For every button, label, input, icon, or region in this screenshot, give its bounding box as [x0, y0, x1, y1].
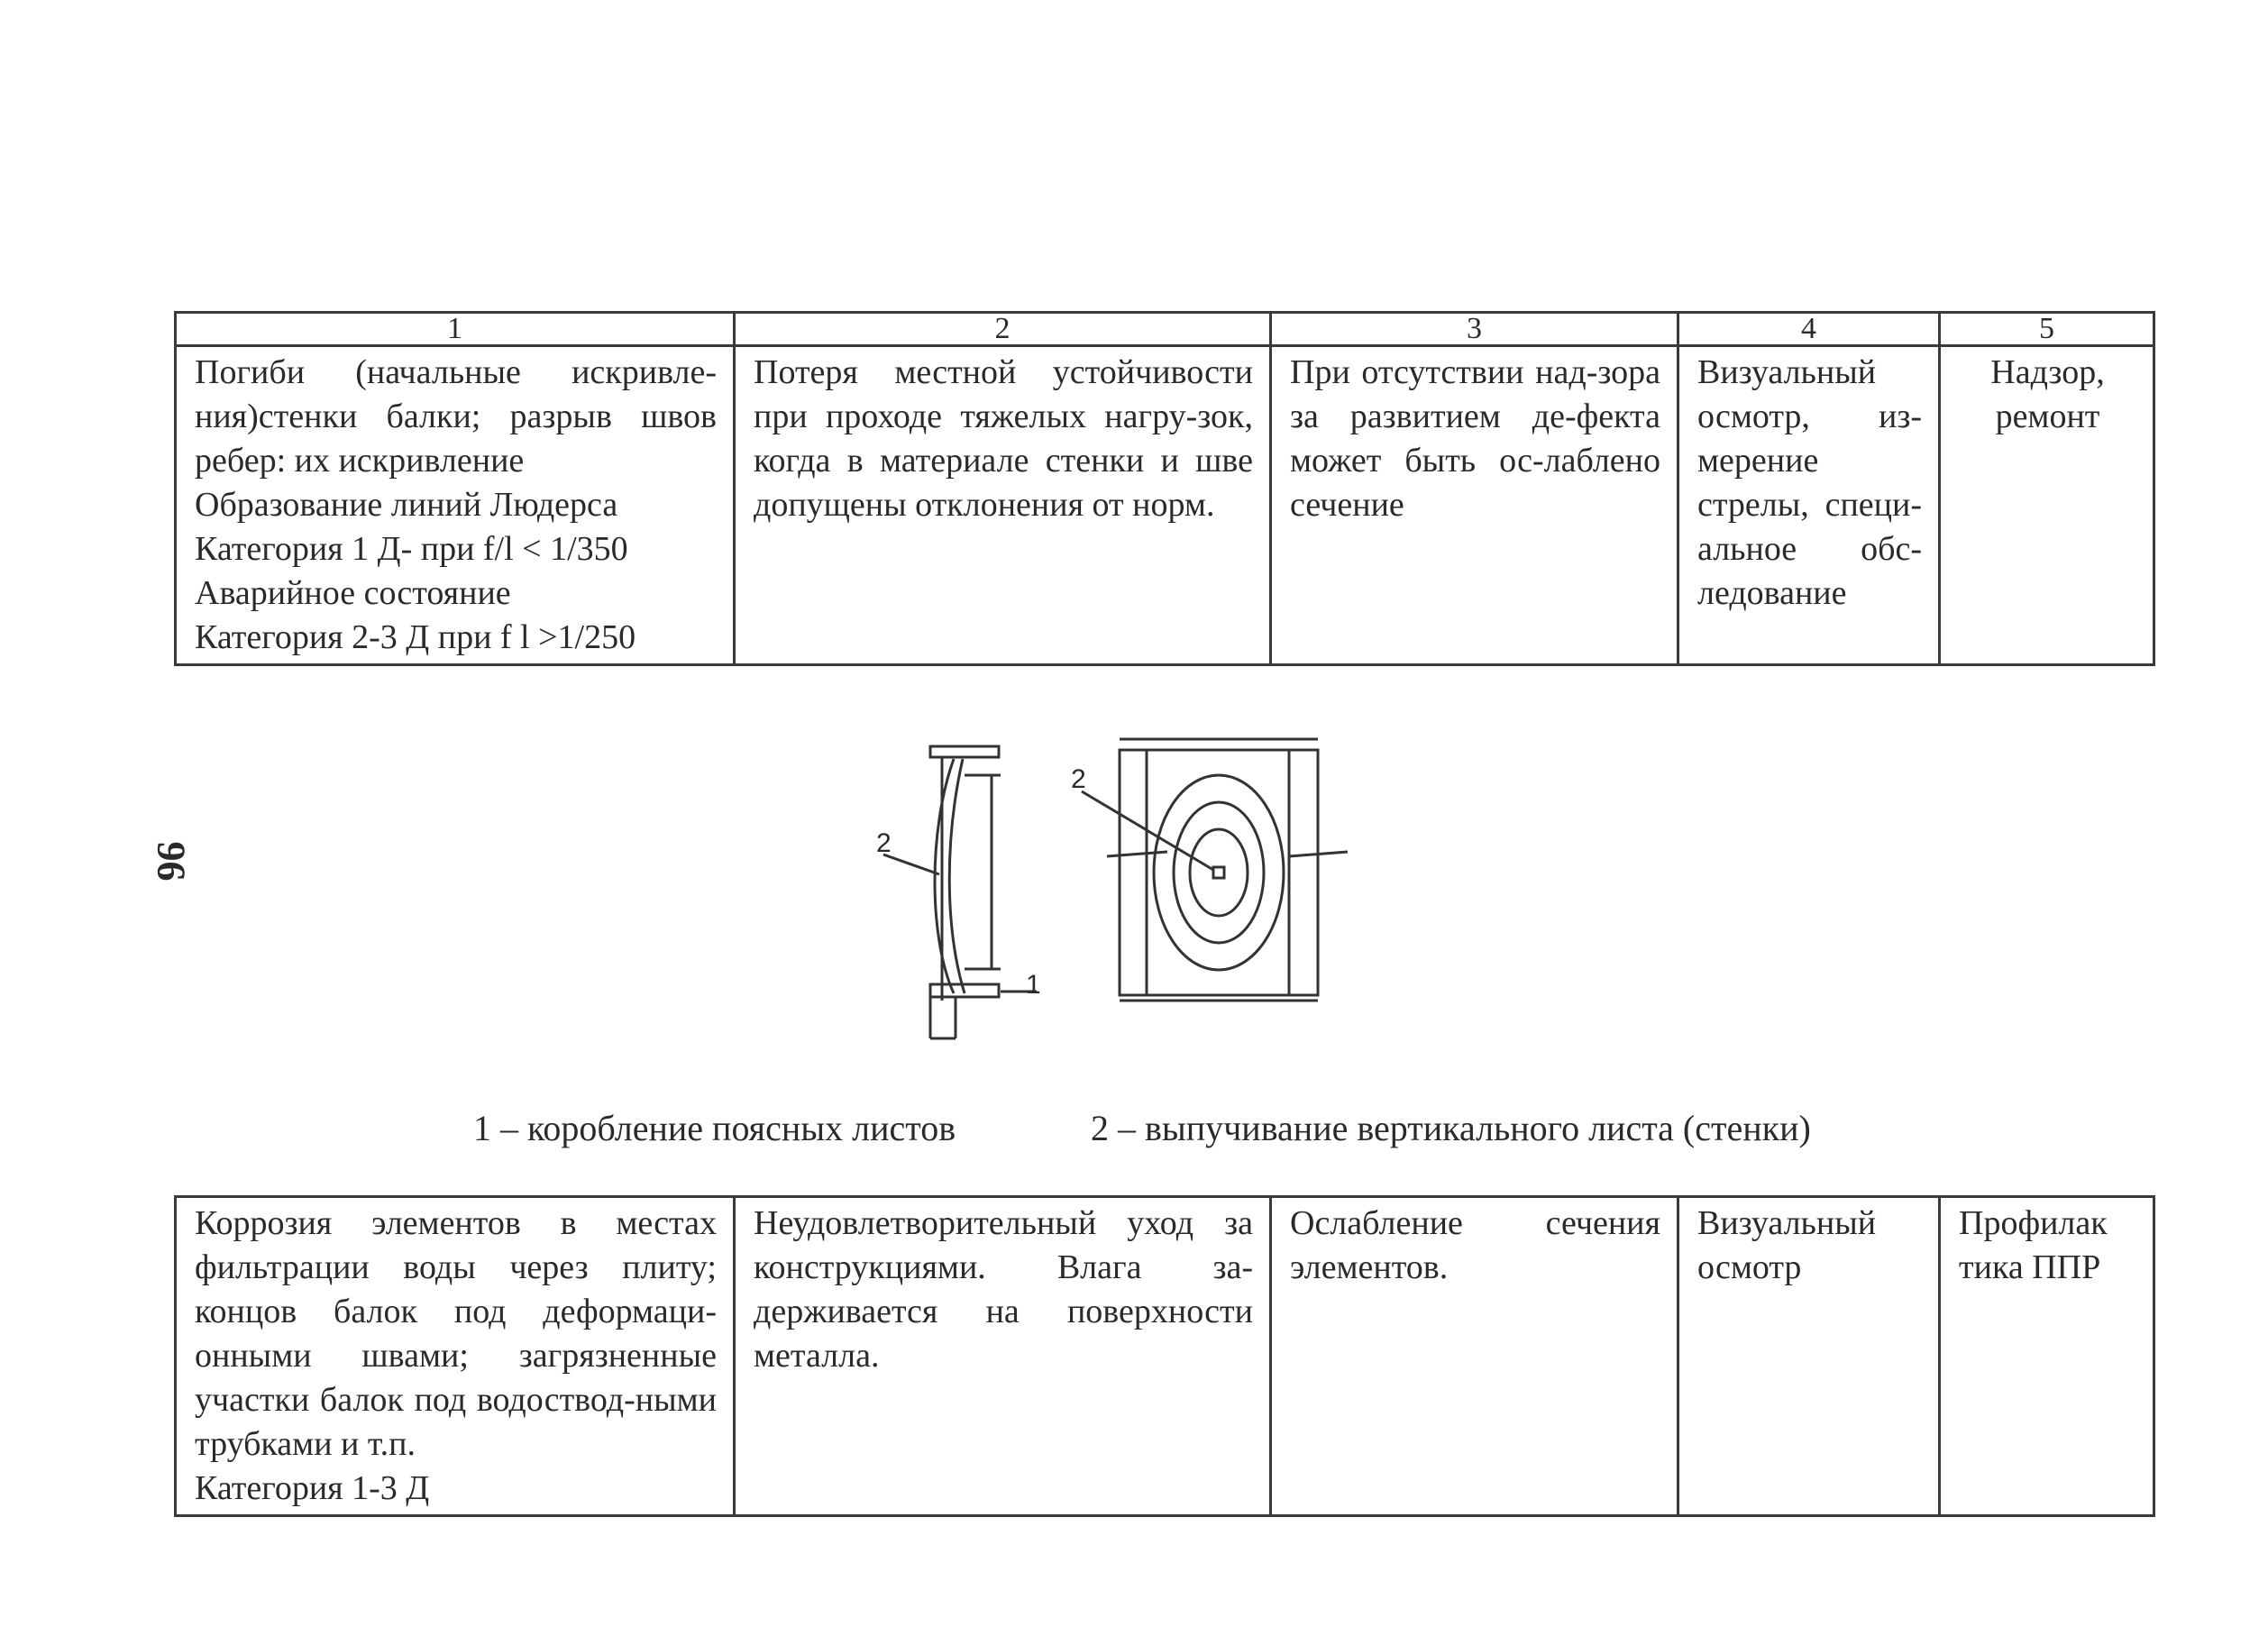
table-row — [176, 1197, 2154, 1516]
bulged-web-curve-inner — [949, 759, 965, 993]
leader-2-left — [883, 855, 939, 874]
defect-cause-cell: Неудовлетворительный уход за конструкциями. Влага за-держивается на поверхности металла. — [735, 1197, 1271, 1516]
column-header-2: 2 — [735, 313, 1271, 346]
figure-caption-flange-warping: 1 – коробление поясных листов — [473, 1108, 956, 1148]
defect-consequence-cell: При отсутствии над-зора за развитием де-фекта может быть ос-лаблено сечение — [1271, 346, 1678, 665]
buckle-contour-middle — [1174, 802, 1264, 943]
defect-description-cell: Погиби (начальные искривле-ния)стенки балки; разрыв швов ребер: их искривление Образование линий Людерса Категория 1 Д- при f/l < 1/350 Аварийное состояние Категория 2-3 Д при f l >1/250 — [176, 346, 735, 665]
section-mark-left — [1107, 852, 1167, 856]
table-header-row — [176, 313, 2154, 346]
column-header-4: 4 — [1678, 313, 1940, 346]
measures-cell: Надзор, ремонт — [1940, 346, 2154, 665]
figure-label-1-left: 1 — [1026, 970, 1041, 1000]
column-header-5: 5 — [1940, 313, 2154, 346]
inspection-method-cell: Визуальный осмотр — [1678, 1197, 1940, 1516]
column-header-3: 3 — [1271, 313, 1678, 346]
figure-label-2-right: 2 — [1071, 764, 1086, 794]
page-number: 96 — [149, 841, 194, 882]
defects-table-bottom — [174, 1195, 2155, 1517]
table-row — [176, 346, 2154, 665]
beam-deformation-figure — [865, 730, 1406, 1055]
defects-table-top — [174, 311, 2155, 666]
column-header-1: 1 — [176, 313, 735, 346]
figure-caption-web-buckling: 2 – выпучивание вертикального листа (стенки) — [1091, 1108, 1811, 1148]
buckle-center — [1213, 867, 1224, 878]
defect-cause-cell: Потеря местной устойчивости при проходе тяжелых нагру-зок, когда в материале стенки и шве допущены отклонения от норм. — [735, 346, 1271, 665]
top-flange — [930, 746, 999, 757]
buckle-contour-inner — [1190, 829, 1248, 916]
defect-consequence-cell: Ослабление сечения элементов. — [1271, 1197, 1678, 1516]
inspection-method-cell: Визуальный осмотр, из-мерение стрелы, специ-альное обс-ледование — [1678, 346, 1940, 665]
bulged-web-curve — [935, 759, 954, 993]
figure-label-2-left: 2 — [876, 828, 892, 858]
measures-cell: Профилак тика ППР — [1940, 1197, 2154, 1516]
defect-description-cell: Коррозия элементов в местах фильтрации воды через плиту; концов балок под деформаци-онными швами; загрязненные участки балок под водоствод-ными трубками и т.п. Категория 1-3 Д — [176, 1197, 735, 1516]
